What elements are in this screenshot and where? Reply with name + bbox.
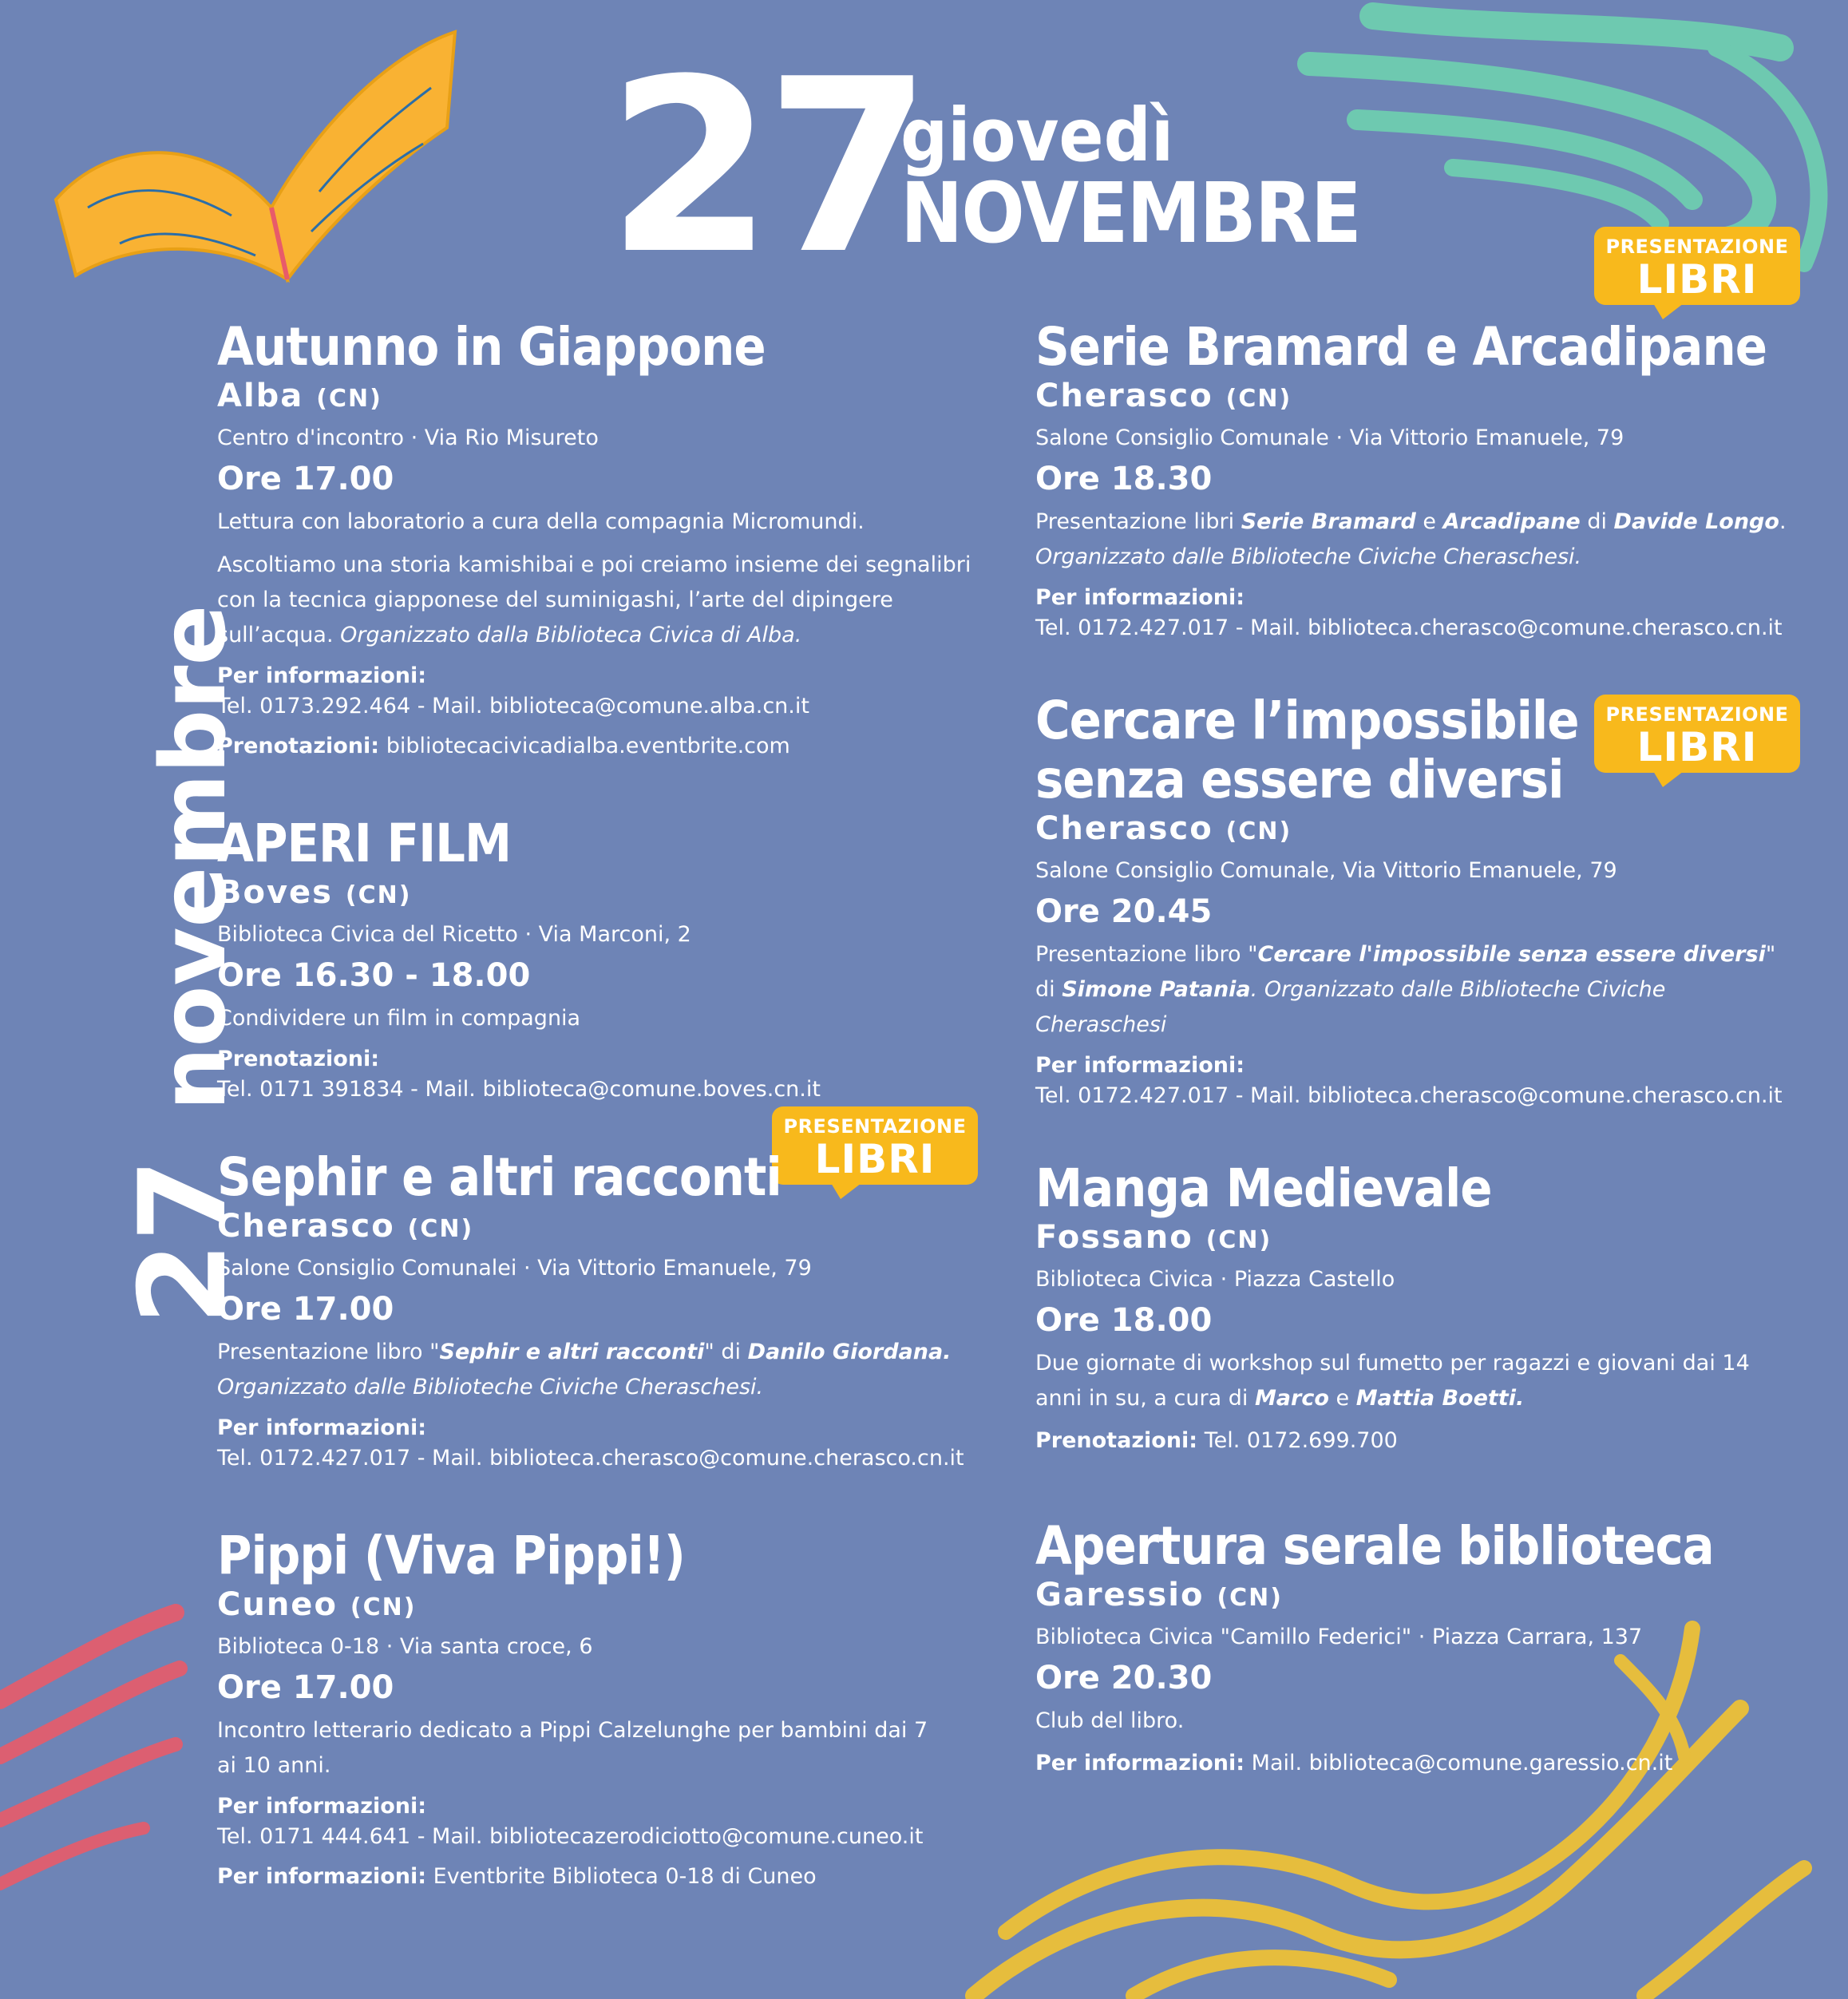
presentazione-libri-badge: PRESENTAZIONE LIBRI: [1594, 227, 1800, 305]
event-serie-bramard: [1035, 318, 1842, 643]
info-contacts: Tel. 0171 391834 - Mail. biblioteca@comune.boves.cn.it: [217, 1077, 821, 1102]
event-description: Presentazione libri Serie Bramard e Arcadipane di Davide Longo. Organizzato dalle Biblioteche Civiche Cheraschesi.: [1035, 509, 1787, 569]
header-month: NOVEMBRE: [900, 164, 1360, 262]
event-city: Cherasco (CN): [217, 1208, 474, 1245]
event-city: Cherasco (CN): [1035, 378, 1292, 414]
event-venue: Salone Consiglio Comunalei · Via Vittorio Emanuele, 79: [217, 1256, 812, 1281]
event-city: Fossano (CN): [1035, 1219, 1272, 1256]
event-sephir-e-altri-racconti: [217, 1148, 999, 1474]
event-pippi: [217, 1526, 999, 1892]
header-day-number: 27: [607, 28, 924, 307]
booking-info: Prenotazioni: Tel. 0172.699.700: [1035, 1428, 1398, 1453]
event-description: Lettura con laboratorio a cura della compagnia Micromundi.: [217, 509, 865, 534]
event-venue: Biblioteca Civica "Camillo Federici" · Piazza Carrara, 137: [1035, 1625, 1643, 1649]
event-time: Ore 18.30: [1035, 461, 1213, 497]
event-autunno-in-giappone: [217, 318, 999, 762]
header-weekday: giovedì: [900, 93, 1174, 178]
event-aperi-film: [217, 814, 999, 1105]
event-description: Incontro letterario dedicato a Pippi Calzelunghe per bambini dai 7 ai 10 anni.: [217, 1718, 928, 1778]
event-city: Garessio (CN): [1035, 1577, 1283, 1613]
event-title: Manga Medievale: [1035, 1158, 1492, 1219]
info-contacts: Tel. 0172.427.017 - Mail. biblioteca.cherasco@comune.cherasco.cn.it: [1035, 616, 1783, 640]
info-heading: Per informazioni:: [217, 663, 427, 688]
event-venue: Biblioteca 0-18 · Via santa croce, 6: [217, 1634, 593, 1659]
event-time: Ore 20.30: [1035, 1660, 1213, 1696]
vertical-day: 27: [114, 1158, 253, 1325]
event-venue: Biblioteca Civica del Ricetto · Via Marconi, 2: [217, 922, 691, 947]
presentazione-libri-badge: PRESENTAZIONE LIBRI: [1594, 695, 1800, 773]
info-contacts: Tel. 0171 444.641 - Mail. bibliotecazerodiciotto@comune.cuneo.it: [217, 1824, 924, 1849]
booking-info: Prenotazioni: bibliotecacivicadialba.eventbrite.com: [217, 734, 790, 758]
vertical-month: novembre: [142, 604, 246, 1111]
presentazione-libri-badge: PRESENTAZIONE LIBRI: [772, 1106, 978, 1185]
event-title: Cercare l’impossibile senza essere diversi: [1035, 690, 1579, 810]
event-venue: Salone Consiglio Comunale · Via Vittorio Emanuele, 79: [1035, 426, 1624, 450]
info-heading: Per informazioni:: [217, 1415, 427, 1440]
event-time: Ore 18.00: [1035, 1302, 1213, 1339]
open-book-icon: [56, 32, 455, 279]
event-city: Cuneo (CN): [217, 1586, 417, 1623]
booking-info: Per informazioni: Eventbrite Biblioteca 0-18 di Cuneo: [217, 1864, 817, 1889]
event-time: Ore 17.00: [217, 461, 394, 497]
info-heading: Per informazioni:: [1035, 585, 1245, 610]
info-heading: Per informazioni:: [217, 1794, 427, 1819]
booking-info: Per informazioni: Mail. biblioteca@comune.garessio.cn.it: [1035, 1751, 1673, 1775]
event-description: Ascoltiamo una storia kamishibai e poi creiamo insieme dei segnalibri con la tecnica giapponese del suminigashi, l’arte del dipingere sull’acqua. Organizzato dalla Biblioteca Civica di Alba.: [217, 552, 971, 647]
info-contacts: Tel. 0172.427.017 - Mail. biblioteca.cherasco@comune.cherasco.cn.it: [1035, 1083, 1783, 1108]
red-scribble-decoration: [0, 1613, 180, 1884]
event-venue: Salone Consiglio Comunale, Via Vittorio Emanuele, 79: [1035, 858, 1617, 883]
event-description: Due giornate di workshop sul fumetto per ragazzi e giovani dai 14 anni in su, a cura di Marco e Mattia Boetti.: [1035, 1351, 1750, 1411]
event-title: Pippi (Viva Pippi!): [217, 1525, 685, 1586]
event-venue: Centro d'incontro · Via Rio Misureto: [217, 426, 599, 450]
event-time: Ore 17.00: [217, 1669, 394, 1706]
info-heading: Prenotazioni:: [217, 1047, 380, 1071]
event-title: Autunno in Giappone: [217, 316, 766, 378]
event-manga-medievale: [1035, 1159, 1842, 1456]
event-venue: Biblioteca Civica · Piazza Castello: [1035, 1267, 1395, 1292]
event-description: Club del libro.: [1035, 1708, 1185, 1733]
event-time: Ore 17.00: [217, 1291, 394, 1328]
event-description: Presentazione libro "Cercare l'impossibile senza essere diversi" di Simone Patania. Organizzato dalle Biblioteche Civiche Cheraschesi: [1035, 942, 1776, 1037]
event-time: Ore 16.30 - 18.00: [217, 957, 531, 994]
info-heading: Per informazioni:: [1035, 1053, 1245, 1078]
event-title: Apertura serale biblioteca: [1035, 1515, 1714, 1577]
event-time: Ore 20.45: [1035, 893, 1213, 930]
event-city: Boves (CN): [217, 874, 412, 911]
event-title: APERI FILM: [217, 813, 512, 874]
event-title: Serie Bramard e Arcadipane: [1035, 316, 1767, 378]
event-apertura-serale: [1035, 1517, 1842, 1779]
event-title: Sephir e altri racconti: [217, 1146, 782, 1208]
event-cercare-l-impossibile: [1035, 691, 1842, 1111]
event-city: Alba (CN): [217, 378, 382, 414]
event-description: Condividere un film in compagnia: [217, 1006, 581, 1031]
event-description: Presentazione libro "Sephir e altri racconti" di Danilo Giordana. Organizzato dalle Biblioteche Civiche Cheraschesi.: [217, 1340, 952, 1399]
info-contacts: Tel. 0172.427.017 - Mail. biblioteca.cherasco@comune.cherasco.cn.it: [217, 1446, 964, 1471]
info-contacts: Tel. 0173.292.464 - Mail. biblioteca@comune.alba.cn.it: [217, 694, 809, 718]
event-city: Cherasco (CN): [1035, 810, 1292, 847]
